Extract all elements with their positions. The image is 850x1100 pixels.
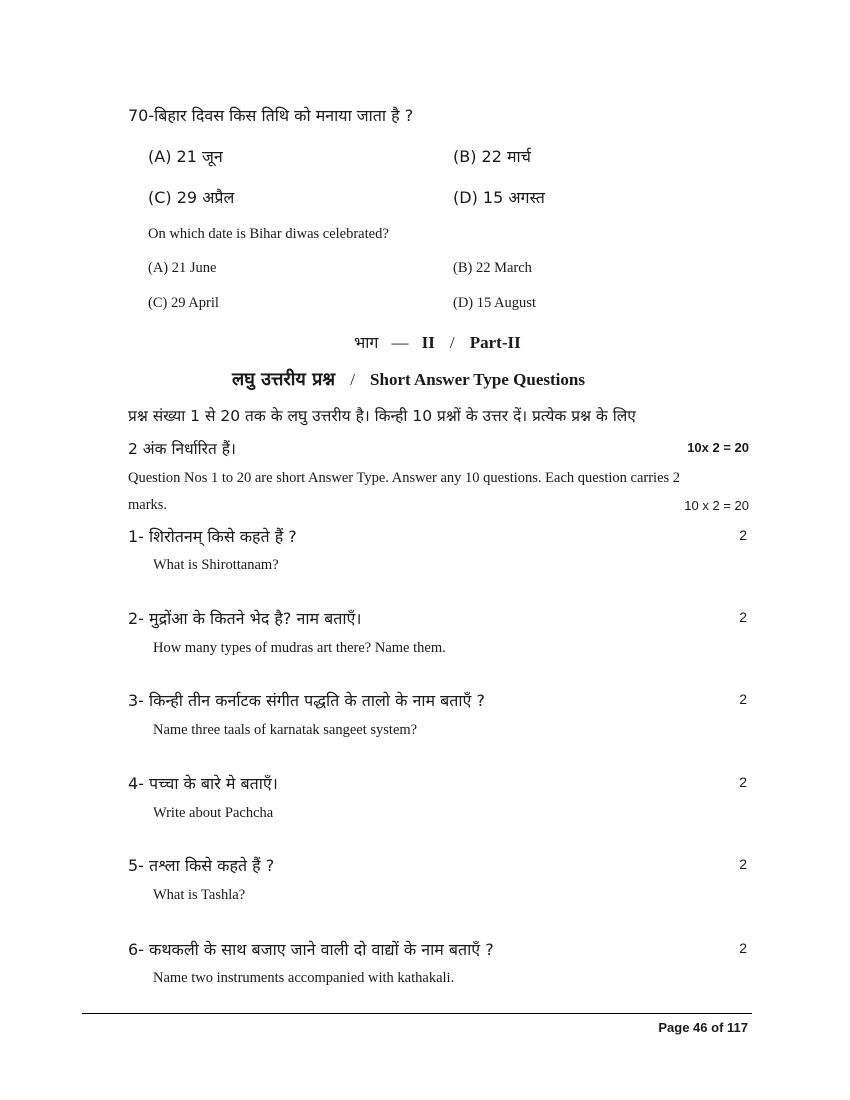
part-heading [354,331,521,353]
q70-english-option-b: (B) 22 March [453,260,532,276]
footer-divider [82,1013,752,1014]
marks-allocation-english: 10 x 2 = 20 [684,498,749,513]
q70-english-option-c: (C) 29 April [148,295,219,311]
question-4-hindi: 4- पच्चा के बारे मे बताएँ। [128,774,278,793]
instructions-hindi-line1: प्रश्न संख्या 1 से 20 तक के लघु उत्तरीय है। किन्ही 10 प्रश्नों के उत्तर दें। प्रत्येक प्रश्न के लिए [128,407,636,425]
question-1-hindi: 1- शिरोतनम् किसे कहते हैं ? [128,527,297,546]
q70-hindi-option-b: (B) 22 मार्च [453,147,531,166]
question-6-marks: 2 [739,940,747,956]
instructions-english-line2: marks. [128,497,168,513]
section-title [232,367,585,391]
question-3-hindi: 3- किन्ही तीन कर्नाटक संगीत पद्धति के तालो के नाम बताएँ ? [128,691,485,710]
q70-hindi-option-a: (A) 21 जून [148,147,223,166]
part-roman: II [421,333,435,352]
question-4-marks: 2 [739,774,747,790]
question-2-english: How many types of mudras art there? Name them. [153,640,446,656]
marks-allocation-hindi: 10x 2 = 20 [687,440,749,455]
question-2-hindi: 2- मुद्रोंआ के कितने भेद है? नाम बताएँ। [128,609,362,628]
section-title-english: Short Answer Type Questions [370,370,585,389]
instructions-hindi-line2: 2 अंक निर्धारित हैं। [128,440,236,458]
question-1-marks: 2 [739,527,747,543]
instructions-english-line1: Question Nos 1 to 20 are short Answer Type. Answer any 10 questions. Each question carries 2 [128,470,681,486]
part-hindi: भाग [354,333,379,352]
question-6-hindi: 6- कथकली के साथ बजाए जाने वाली दो वाद्यों के नाम बताएँ ? [128,940,494,959]
question-5-hindi: 5- तश्ला किसे कहते हैं ? [128,856,275,875]
page-number: Page 46 of 117 [658,1020,748,1035]
q70-english-option-d: (D) 15 August [453,295,536,311]
q70-english-option-a: (A) 21 June [148,260,217,276]
question-5-english: What is Tashla? [153,887,246,903]
q70-hindi-question: 70-बिहार दिवस किस तिथि को मनाया जाता है ? [128,106,414,125]
part-slash: / [449,333,455,352]
question-6-english: Name two instruments accompanied with kathakali. [153,970,455,986]
question-4-english: Write about Pachcha [153,805,274,821]
question-5-marks: 2 [739,856,747,872]
q70-english-question: On which date is Bihar diwas celebrated? [148,226,389,242]
question-3-marks: 2 [739,691,747,707]
question-2-marks: 2 [739,609,747,625]
question-3-english: Name three taals of karnatak sangeet system? [153,722,418,738]
section-title-hindi: लघु उत्तरीय प्रश्न [232,369,336,390]
section-title-slash: / [350,370,355,389]
question-1-english: What is Shirottanam? [153,557,279,573]
part-dash: — [391,333,409,352]
q70-hindi-option-d: (D) 15 अगस्त [453,188,545,207]
part-english: Part-II [469,333,521,352]
q70-hindi-option-c: (C) 29 अप्रैल [148,188,235,207]
